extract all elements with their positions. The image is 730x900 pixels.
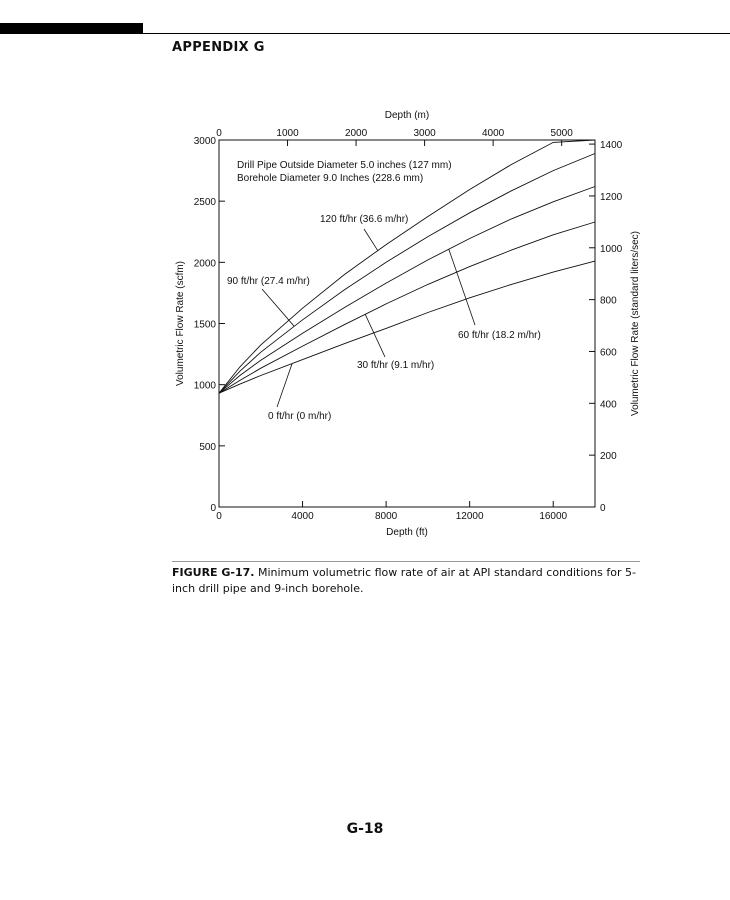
series-leader-line bbox=[277, 364, 292, 407]
caption-rule bbox=[172, 561, 640, 562]
x2-axis-title: Depth (m) bbox=[384, 110, 430, 121]
y-axis-title: Volumetric Flow Rate (scfm) bbox=[175, 260, 186, 387]
caption-text: Minimum volumetric flow rate of air at API standard conditions for 5-inch drill pipe and 9-inch borehole. bbox=[172, 566, 636, 595]
series-leader-line bbox=[365, 314, 385, 357]
x-tick-label: 8000 bbox=[374, 511, 398, 522]
figure-caption bbox=[172, 565, 640, 597]
series-label: 30 ft/hr (9.1 m/hr) bbox=[357, 360, 435, 371]
y2-tick-label: 200 bbox=[600, 451, 617, 463]
y2-tick-label: 0 bbox=[600, 503, 606, 514]
series-leader-line bbox=[262, 289, 294, 326]
y-tick-label: 2500 bbox=[193, 197, 216, 209]
x-tick-label: 12000 bbox=[455, 511, 484, 522]
y-tick-label: 1000 bbox=[193, 380, 216, 392]
series-label: 90 ft/hr (27.4 m/hr) bbox=[227, 276, 310, 287]
x-tick-label: 16000 bbox=[539, 511, 568, 522]
series-line bbox=[219, 154, 595, 394]
series-label: 0 ft/hr (0 m/hr) bbox=[268, 411, 332, 422]
y-tick-label: 1500 bbox=[193, 319, 216, 331]
appendix-header: APPENDIX G bbox=[172, 40, 265, 55]
chart-note: Drill Pipe Outside Diameter 5.0 inches (127 mm) bbox=[237, 160, 452, 171]
x-tick-label: 4000 bbox=[291, 511, 314, 522]
plot-frame bbox=[219, 140, 595, 507]
y-tick-label: 2000 bbox=[193, 258, 216, 270]
y2-tick-label: 1200 bbox=[600, 191, 623, 203]
x2-tick-label: 5000 bbox=[550, 128, 573, 139]
series-leader-line bbox=[449, 249, 475, 325]
x2-tick-label: 1000 bbox=[276, 128, 299, 139]
x-tick-label: 0 bbox=[216, 511, 222, 522]
series-label: 120 ft/hr (36.6 m/hr) bbox=[320, 214, 409, 225]
x2-tick-label: 0 bbox=[216, 128, 222, 139]
x2-tick-label: 4000 bbox=[482, 128, 505, 139]
y-tick-label: 500 bbox=[199, 441, 216, 453]
y-tick-label: 0 bbox=[210, 503, 216, 514]
y2-axis-title: Volumetric Flow Rate (standard liters/sec) bbox=[630, 230, 641, 417]
page-number: G-18 bbox=[346, 821, 384, 837]
series-label: 60 ft/hr (18.2 m/hr) bbox=[458, 330, 541, 341]
x2-tick-label: 2000 bbox=[344, 128, 368, 139]
y2-tick-label: 1400 bbox=[600, 140, 623, 152]
figure-label: FIGURE G-17. bbox=[172, 566, 255, 579]
y2-tick-label: 400 bbox=[600, 399, 617, 411]
y2-tick-label: 1000 bbox=[600, 243, 623, 255]
y-tick-label: 3000 bbox=[193, 136, 216, 147]
y2-tick-label: 800 bbox=[600, 295, 617, 307]
x2-tick-label: 3000 bbox=[413, 128, 436, 139]
x-axis-title: Depth (ft) bbox=[386, 527, 428, 538]
series-leader-line bbox=[364, 229, 378, 251]
chart-note: Borehole Diameter 9.0 Inches (228.6 mm) bbox=[237, 173, 424, 184]
y2-tick-label: 600 bbox=[600, 347, 617, 359]
